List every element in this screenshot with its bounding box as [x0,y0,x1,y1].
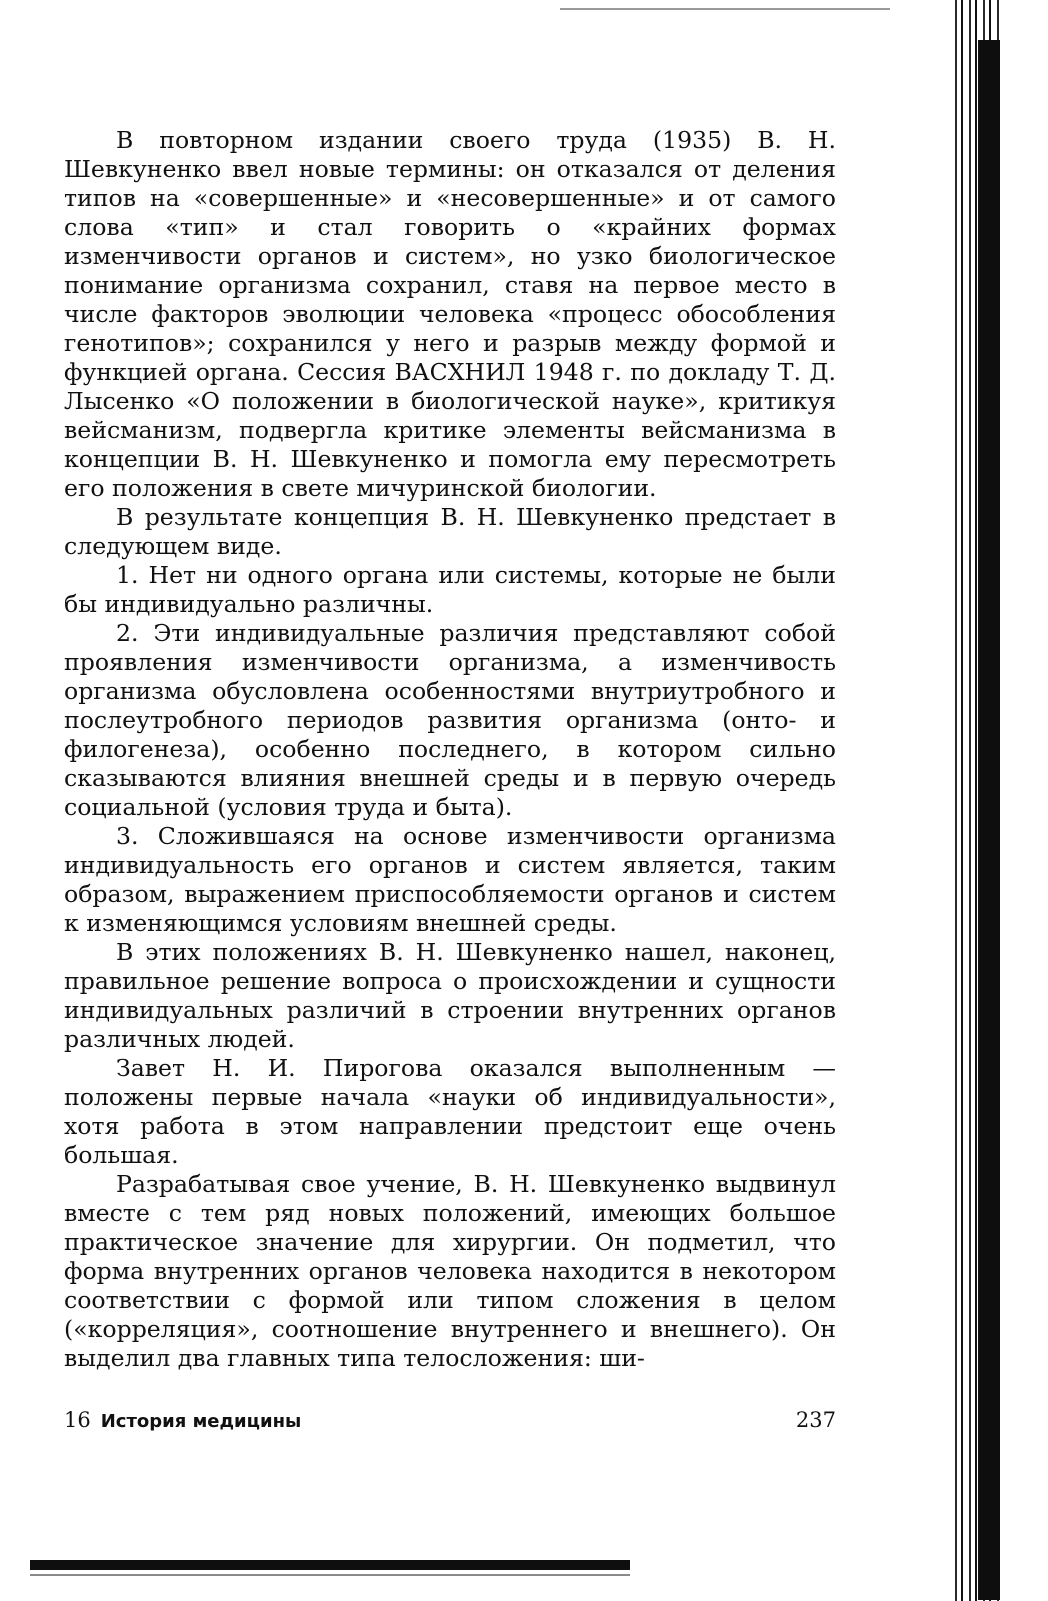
paragraph-body-types: Разрабатывая свое учение, В. Н. Шевкуненко выдвинул вместе с тем ряд новых положений, имеющих большое практическое значение для хирургии. Он подметил, что форма внутренних органов человека находится в некотором соответствии с формой или типом сложения в целом («корреляция», соотношение внутреннего и внешнего). Он выделил два главных типа телосложения: ши- [64,1170,836,1372]
paragraph-thesis-3: 3. Сложившаяся на основе изменчивости организма индивидуальность его органов и систем является, таким образом, выражением приспособляемости органов и систем к изменяющимся условиям внешней среды. [64,822,836,937]
paragraph-shevkunenko-revision: В повторном издании своего труда (1935) В. Н. Шевкуненко ввел новые термины: он отказался от деления типов на «совершенные» и «несовершенные» и от самого слова «тип» и стал говорить о «крайних формах изменчивости органов и систем», но узко биологическое понимание организма сохранил, ставя на первое место в числе факторов эволюции человека «процесс обособления генотипов»; сохранился у него и разрыв между формой и функцией органа. Сессия ВАСХНИЛ 1948 г. по докладу Т. Д. Лысенко «О положении в биологической науке», критикуя вейсманизм, подвергла критике элементы вейсманизма в концепции В. Н. Шевкуненко и помогла ему пересмотреть его положения в свете мичуринской биологии. [64,126,836,502]
paragraph-thesis-1: 1. Нет ни одного органа или системы, которые не были бы индивидуально различны. [64,561,836,618]
paragraph-conclusion: В этих положениях В. Н. Шевкуненко нашел, наконец, правильное решение вопроса о происхождении и сущности индивидуальных различий в строении внутренних органов различных людей. [64,938,836,1053]
paragraph-concept-intro: В результате концепция В. Н. Шевкуненко предстает в следующем виде. [64,503,836,560]
paragraph-thesis-2: 2. Эти индивидуальные различия представляют собой проявления изменчивости организма, а изменчивость организма обусловлена особенностями внутриутробного и послеутробного периодов развития организма (онто- и филогенеза), особенно последнего, в котором сильно сказываются влияния внешней среды и в первую очередь социальной (условия труда и быта). [64,619,836,821]
printer-signature [64,1408,301,1432]
signature-number: 16 [64,1408,91,1432]
scan-edge-bottom-line [30,1574,630,1576]
scan-edge-right-shadow [978,40,1000,1600]
signature-title: История медицины [100,1411,302,1432]
paragraph-pirogov-legacy: Завет Н. И. Пирогова оказался выполненным — положены первые начала «науки об индивидуальности», хотя работа в этом направлении предстоит еще очень большая. [64,1054,836,1169]
scan-edge-bottom [30,1560,630,1570]
page-footer [64,1408,836,1438]
page-number: 237 [795,1408,836,1432]
scan-edge-right-margin [1000,0,1048,1601]
page-body [64,126,836,1373]
scan-edge-top [560,8,890,10]
